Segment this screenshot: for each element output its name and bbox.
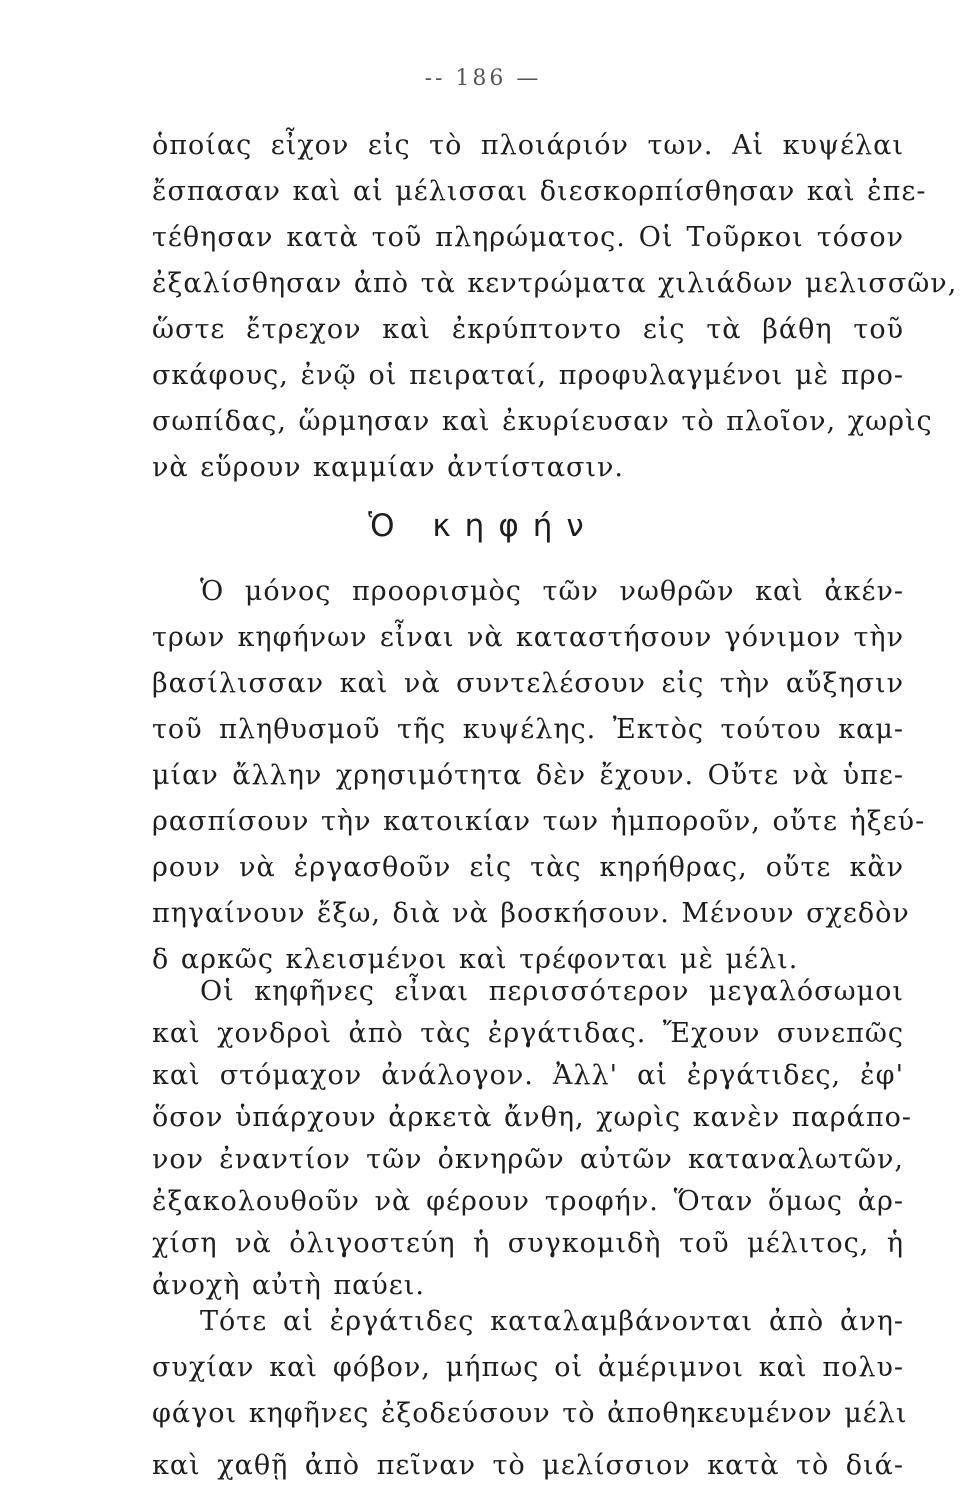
text-line: βασίλισσαν καὶ νὰ συντελέσουν εἰς τὴν αὔξησιν [152, 668, 904, 699]
text-line: τρων κηφήνων εἶναι νὰ καταστήσουν γόνιμον τὴν [152, 622, 904, 653]
text-line: ἀνοχὴ αὐτὴ παύει. [152, 1270, 425, 1301]
text-line: δ αρκῶς κλεισμένοι καὶ τρέφονται μὲ μέλι. [152, 944, 799, 975]
text-line: ὁποίας εἶχον εἰς τὸ πλοιάριόν των. Αἱ κυψέλαι [152, 130, 904, 161]
text-line: ρασπίσουν τὴν κατοικίαν των ἠμποροῦν, οὔτε ἠξεύ- [152, 806, 926, 837]
text-line: χίση νὰ ὀλιγοστεύη ἡ συγκομιδὴ τοῦ μέλιτος, ἡ [152, 1228, 904, 1259]
text-line: ἐξακολουθοῦν νὰ φέρουν τροφήν. Ὅταν ὅμως ἀρ- [152, 1186, 904, 1217]
text-line: φάγοι κηφῆνες ἐξοδεύσουν τὸ ἀποθηκευμένον μέλι [152, 1398, 908, 1429]
text-line: σκάφους, ἐνῷ οἱ πειραταί, προφυλαγμένοι μὲ προ- [152, 360, 904, 391]
text-line: τέθησαν κατὰ τοῦ πληρώματος. Οἱ Τοῦρκοι τόσον [152, 222, 904, 253]
text-line: ὥστε ἔτρεχον καὶ ἐκρύπτοντο εἰς τὰ βάθη τοῦ [152, 314, 904, 345]
text-line: καὶ χαθῇ ἀπὸ πεῖναν τὸ μελίσσιον κατὰ τὸ διά- [152, 1450, 904, 1481]
page-number: -- 186 — [424, 66, 542, 91]
text-line: νὰ εὕρουν καμμίαν ἀντίστασιν. [152, 452, 624, 483]
text-line: ρουν νὰ ἐργασθοῦν εἰς τὰς κηρήθρας, οὔτε κἂν [152, 852, 904, 883]
text-line: Οἱ κηφῆνες εἶναι περισσότερον μεγαλόσωμοι [200, 976, 904, 1007]
text-line: σωπίδας, ὥρμησαν καὶ ἐκυρίευσαν τὸ πλοῖον, χωρὶς [152, 406, 933, 437]
section-heading: Ὁ κηφήν [368, 508, 598, 544]
text-line: Ὁ μόνος προορισμὸς τῶν νωθρῶν καὶ ἀκέν- [200, 576, 904, 607]
text-line: πηγαίνουν ἔξω, διὰ νὰ βοσκήσουν. Μένουν σχεδὸν [152, 898, 910, 929]
text-line: ὅσον ὑπάρχουν ἀρκετὰ ἄνθη, χωρὶς κανὲν παράπο- [152, 1102, 912, 1133]
text-line: τοῦ πληθυσμοῦ τῆς κυψέλης. Ἐκτὸς τούτου καμ- [152, 714, 904, 745]
text-line: μίαν ἄλλην χρησιμότητα δὲν ἔχουν. Οὔτε νὰ ὑπε- [152, 760, 904, 791]
text-line: ἔσπασαν καὶ αἱ μέλισσαι διεσκορπίσθησαν καὶ ἐπε- [152, 176, 927, 207]
text-line: ἐξαλίσθησαν ἀπὸ τὰ κεντρώματα χιλιάδων μελισσῶν, [152, 268, 958, 299]
text-line: καὶ χονδροὶ ἀπὸ τὰς ἐργάτιδας. Ἔχουν συνεπῶς [152, 1018, 904, 1049]
text-line: συχίαν καὶ φόβον, μήπως οἱ ἀμέριμνοι καὶ πολυ- [152, 1352, 904, 1383]
text-line: Τότε αἱ ἐργάτιδες καταλαμβάνονται ἀπὸ ἀνη- [200, 1306, 904, 1337]
text-line: καὶ στόμαχον ἀνάλογον. Ἀλλ' αἱ ἐργάτιδες, ἐφ' [152, 1060, 904, 1091]
text-line: νον ἐναντίον τῶν ὀκνηρῶν αὐτῶν καταναλωτῶν, [152, 1144, 904, 1175]
